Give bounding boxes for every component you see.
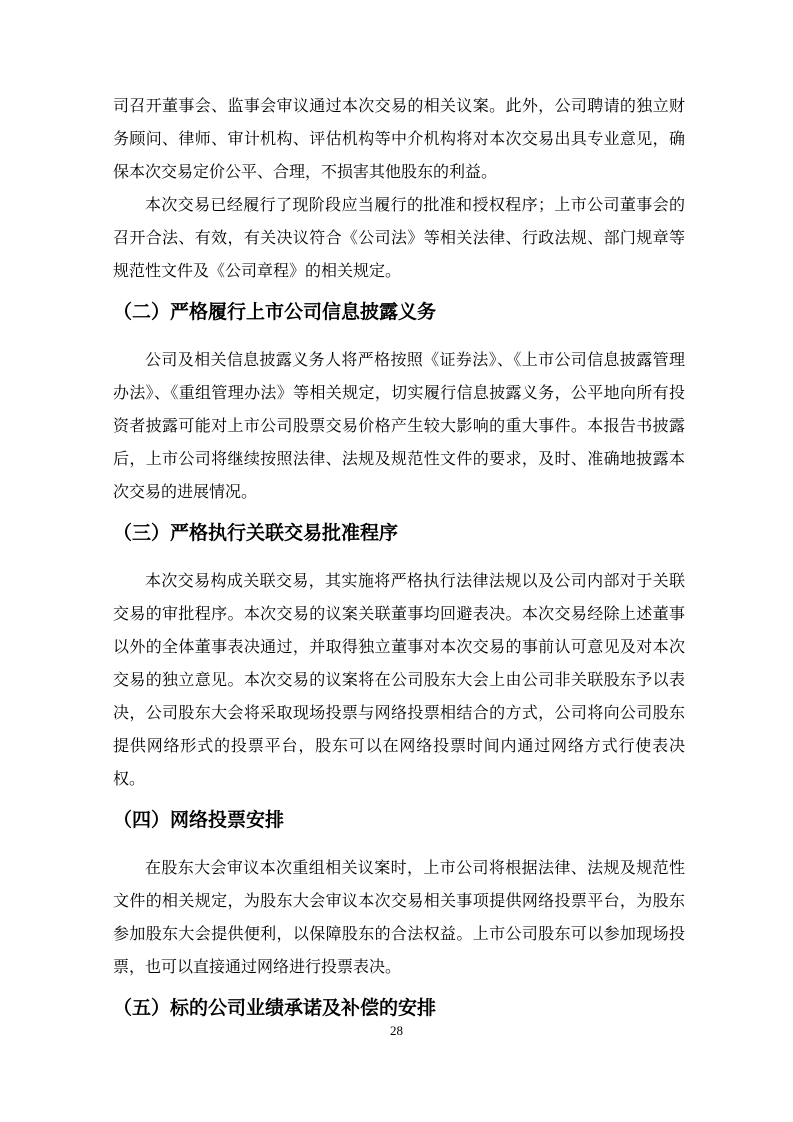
section-heading-5-performance-commitment: （五）标的公司业绩承诺及补偿的安排 <box>113 998 437 1019</box>
paragraph-related-transaction: 本次交易构成关联交易，其实施将严格执行法律法规以及公司内部对于关联交易的审批程序。本次交易的议案关联董事均回避表决。本次交易经除上述董事以外的全体董事表决通过，并取得独立董事对本次交易的事前认可意见及对本次交易的独立意见。本次交易的议案将在公司股东大会上由公司非关联股东予以表决，公司股东大会将采取现场投票与网络投票相结合的方式，公司将向公司股东提供网络形式的投票平台，股东可以在网络投票时间内通过网络方式行使表决权。 <box>113 573 685 788</box>
paragraph-online-voting: 在股东大会审议本次重组相关议案时，上市公司将根据法律、法规及规范性文件的相关规定，为股东大会审议本次交易相关事项提供网络投票平台，为股东参加股东大会提供便利，以保障股东的合法权益。上市公司股东可以参加现场投票，也可以直接通过网络进行投票表决。 <box>113 860 685 976</box>
page-footer <box>0 1022 793 1040</box>
section-heading-2-disclosure: （二）严格履行上市公司信息披露义务 <box>113 302 437 323</box>
paragraph-disclosure: 公司及相关信息披露义务人将严格按照《证券法》、《上市公司信息披露管理办法》、《重组管理办法》等相关规定，切实履行信息披露义务，公平地向所有投资者披露可能对上市公司股票交易价格产生较大影响的重大事件。本报告书披露后，上市公司将继续按照法律、法规及规范性文件的要求，及时、准确地披露本次交易的进展情况。 <box>113 352 685 501</box>
paragraph-continued: 司召开董事会、监事会审议通过本次交易的相关议案。此外，公司聘请的独立财务顾问、律师、审计机构、评估机构等中介机构将对本次交易出具专业意见，确保本次交易定价公平、合理，不损害其他股东的利益。 <box>113 98 685 181</box>
paragraph-approval-procedures: 本次交易已经履行了现阶段应当履行的批准和授权程序；上市公司董事会的召开合法、有效，有关决议符合《公司法》等相关法律、行政法规、部门规章等规范性文件及《公司章程》的相关规定。 <box>113 197 685 280</box>
page-number: 28 <box>390 1023 403 1038</box>
section-heading-4-online-voting: （四）网络投票安排 <box>113 810 285 831</box>
section-heading-3-related-transaction: （三）严格执行关联交易批准程序 <box>113 523 399 544</box>
